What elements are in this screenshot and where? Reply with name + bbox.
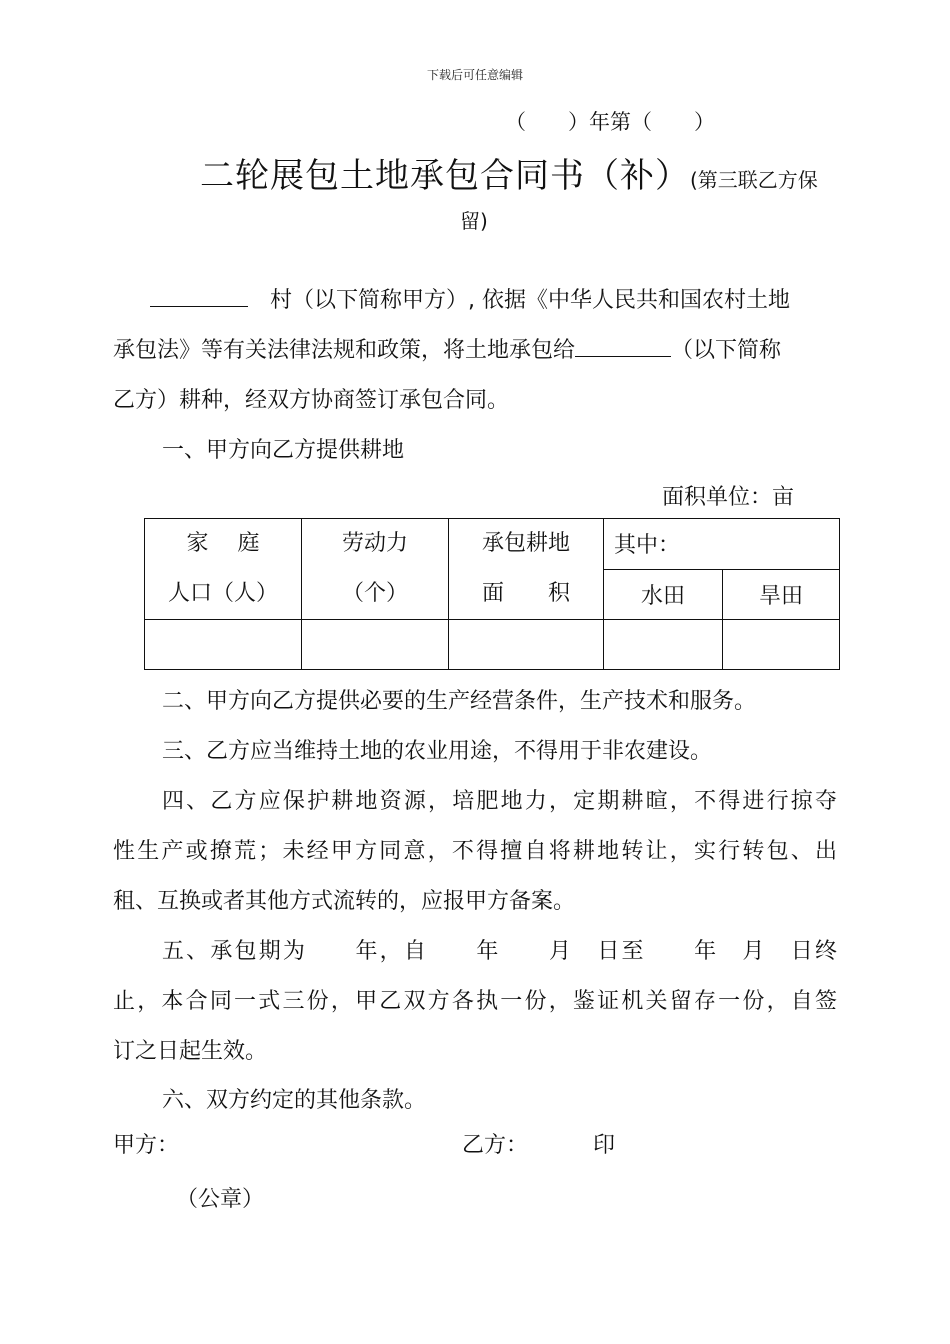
clause-2: 二、甲方向乙方提供必要的生产经营条件，生产技术和服务。 (162, 689, 757, 714)
header-household-population (145, 519, 302, 620)
party-b-blank (575, 335, 671, 357)
clause-5-line-2: 止，本合同一式三份，甲乙双方各执一份，鉴证机关留存一份，自签 (113, 989, 837, 1014)
header-contract-label: 承包耕地 (481, 531, 570, 556)
intro-line-1 (150, 283, 790, 314)
cell-contract-area[interactable] (449, 620, 604, 670)
header-labor-unit: （个） (341, 581, 408, 606)
intro-village-text: 村（以下简称甲方）, 依据《中华人民共和国农村土地 (270, 288, 791, 313)
header-labor (302, 519, 449, 620)
cell-population[interactable] (145, 620, 302, 670)
clause-5-line-1: 五、承包期为 年，自 年 月 日至 年 月 日终 (162, 939, 837, 964)
village-blank (150, 285, 248, 307)
header-population-unit: 人口（人） (167, 581, 278, 606)
header-contract-area (449, 519, 604, 620)
clause-6: 六、双方约定的其他条款。 (162, 1088, 427, 1113)
cell-paddy-field[interactable] (604, 620, 723, 670)
clause-5-line-3: 订之日起生效。 (113, 1039, 268, 1064)
header-note: 下载后可任意编辑 (426, 68, 523, 82)
header-of-which: 其中： (604, 519, 840, 570)
area-unit-label: 面积单位：亩 (661, 485, 794, 510)
clause-3: 三、乙方应当维持土地的农业用途，不得用于非农建设。 (162, 739, 713, 764)
contract-year-number: （ ）年第（ ） (505, 110, 715, 134)
intro-line-2-text: 承包法》等有关法律法规和政策，将土地承包给 (113, 338, 576, 363)
clause-4-line-2: 性生产或撩荒；未经甲方同意，不得擅自将耕地转让，实行转包、出 (113, 839, 837, 864)
header-area-label: 面 积 (481, 581, 570, 606)
cell-labor[interactable] (302, 620, 449, 670)
party-b-signature-label: 乙方： (462, 1133, 529, 1158)
seal-mark: 印 (593, 1133, 616, 1158)
intro-line-3: 乙方）耕种，经双方协商签订承包合同。 (113, 388, 510, 413)
title-copy-note-cont: 留) (460, 209, 488, 233)
header-paddy-field: 水田 (604, 569, 723, 620)
title-copy-note: (第三联乙方保 (690, 168, 818, 192)
official-seal-label: （公章） (176, 1187, 265, 1212)
clause-4-line-1: 四、乙方应保护耕地资源，培肥地力，定期耕暄，不得进行掠夺 (162, 789, 837, 814)
document-title (200, 148, 818, 197)
cell-dry-field[interactable] (723, 620, 840, 670)
party-a-signature-label: 甲方： (113, 1133, 180, 1158)
clause-4-line-3: 租、互换或者其他方式流转的，应报甲方备案。 (113, 889, 576, 914)
header-household: 家 庭 (186, 531, 260, 556)
intro-line-2-end: （以下简称 (671, 338, 782, 363)
table-row (145, 620, 840, 670)
land-table (144, 518, 840, 670)
header-dry-field: 旱田 (723, 569, 840, 620)
clause-1: 一、甲方向乙方提供耕地 (162, 438, 405, 463)
title-main: 二轮展包土地承包合同书（补） (200, 156, 690, 196)
intro-line-2 (113, 333, 781, 364)
header-labor-label: 劳动力 (341, 531, 408, 556)
